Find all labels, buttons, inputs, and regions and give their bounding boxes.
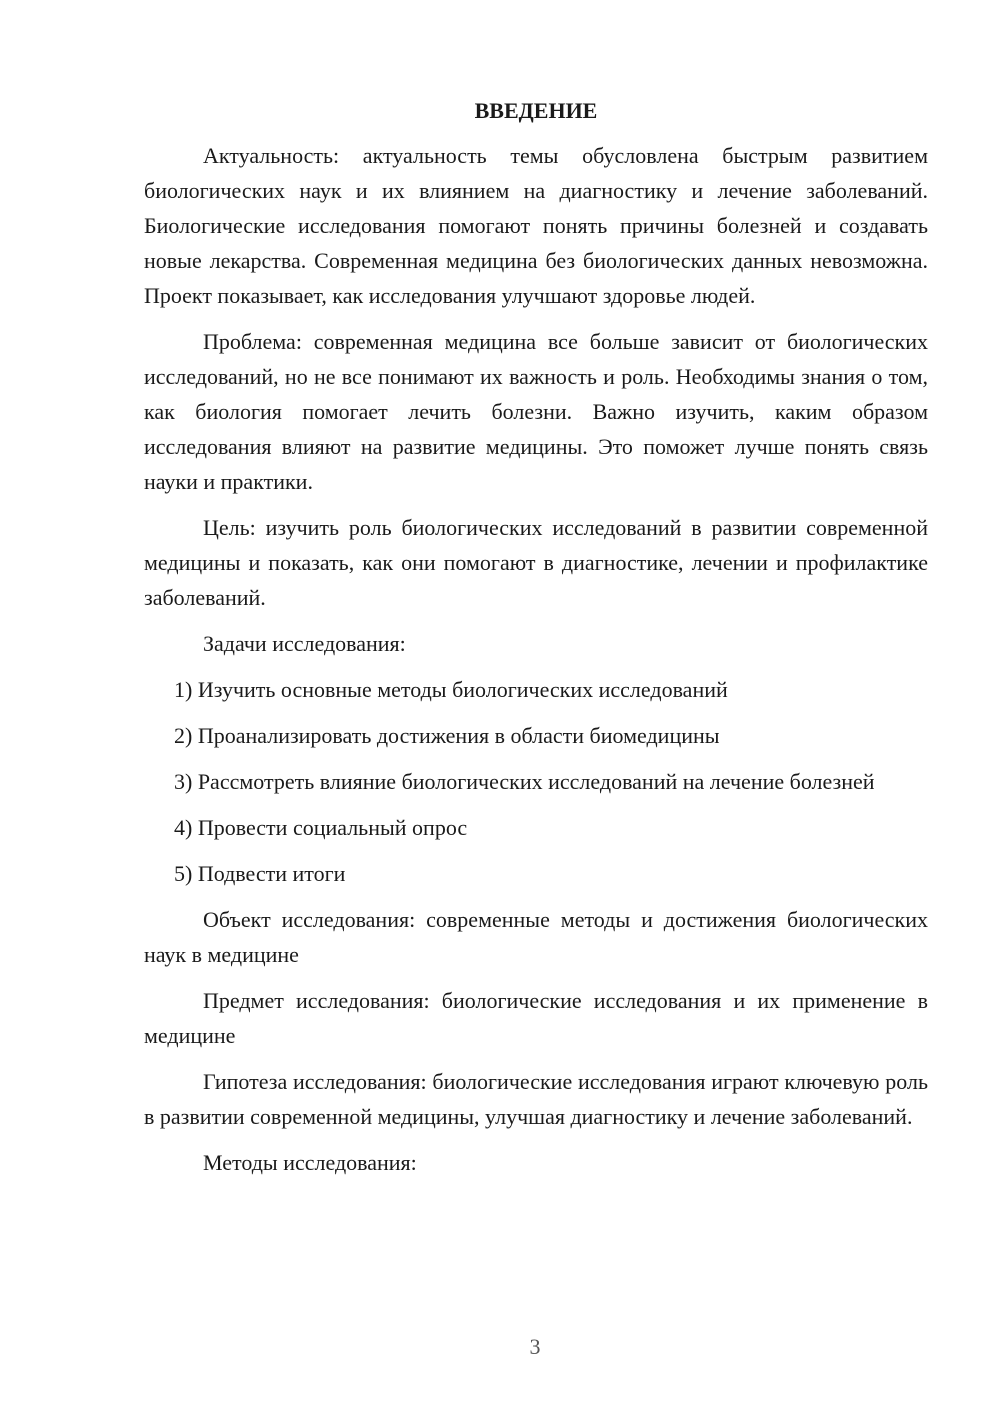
task-item-2: 2) Проанализировать достижения в области биомедицины <box>174 723 720 748</box>
task-item-3: 3) Рассмотреть влияние биологических исследований на лечение болезней <box>174 769 875 794</box>
task-item-5: 5) Подвести итоги <box>174 861 346 886</box>
relevance-paragraph: Актуальность: актуальность темы обусловлена быстрым развитием биологических наук и их влиянием на диагностику и лечение заболеваний. Биологические исследования помогают понять причины болезней и создавать новые лекарства. Современная медицина без биологических данных невозможна. Проект показывает, как исследования улучшают здоровье людей. <box>144 143 928 308</box>
task-item-1: 1) Изучить основные методы биологических исследований <box>174 677 728 702</box>
object-paragraph: Объект исследования: современные методы и достижения биологических наук в медицине <box>144 907 928 967</box>
section-title: ВВЕДЕНИЕ <box>474 98 598 123</box>
hypothesis-paragraph: Гипотеза исследования: биологические исследования играют ключевую роль в развитии современной медицины, улучшая диагностику и лечение заболеваний. <box>144 1069 928 1129</box>
task-item-4: 4) Провести социальный опрос <box>174 815 468 840</box>
problem-paragraph: Проблема: современная медицина все больше зависит от биологических исследований, но не все понимают их важность и роль. Необходимы знания о том, как биология помогает лечить болезни. Важно изучить, каким образом исследования влияют на развитие медицины. Это поможет лучше понять связь науки и практики. <box>144 329 928 494</box>
subject-paragraph: Предмет исследования: биологические исследования и их применение в медицине <box>144 988 928 1048</box>
tasks-heading: Задачи исследования: <box>203 631 406 656</box>
methods-heading: Методы исследования: <box>203 1150 417 1175</box>
page-number: 3 <box>529 1334 541 1359</box>
goal-paragraph: Цель: изучить роль биологических исследований в развитии современной медицины и показать, как они помогают в диагностике, лечении и профилактике заболеваний. <box>144 515 928 610</box>
page-content <box>144 96 928 1191</box>
